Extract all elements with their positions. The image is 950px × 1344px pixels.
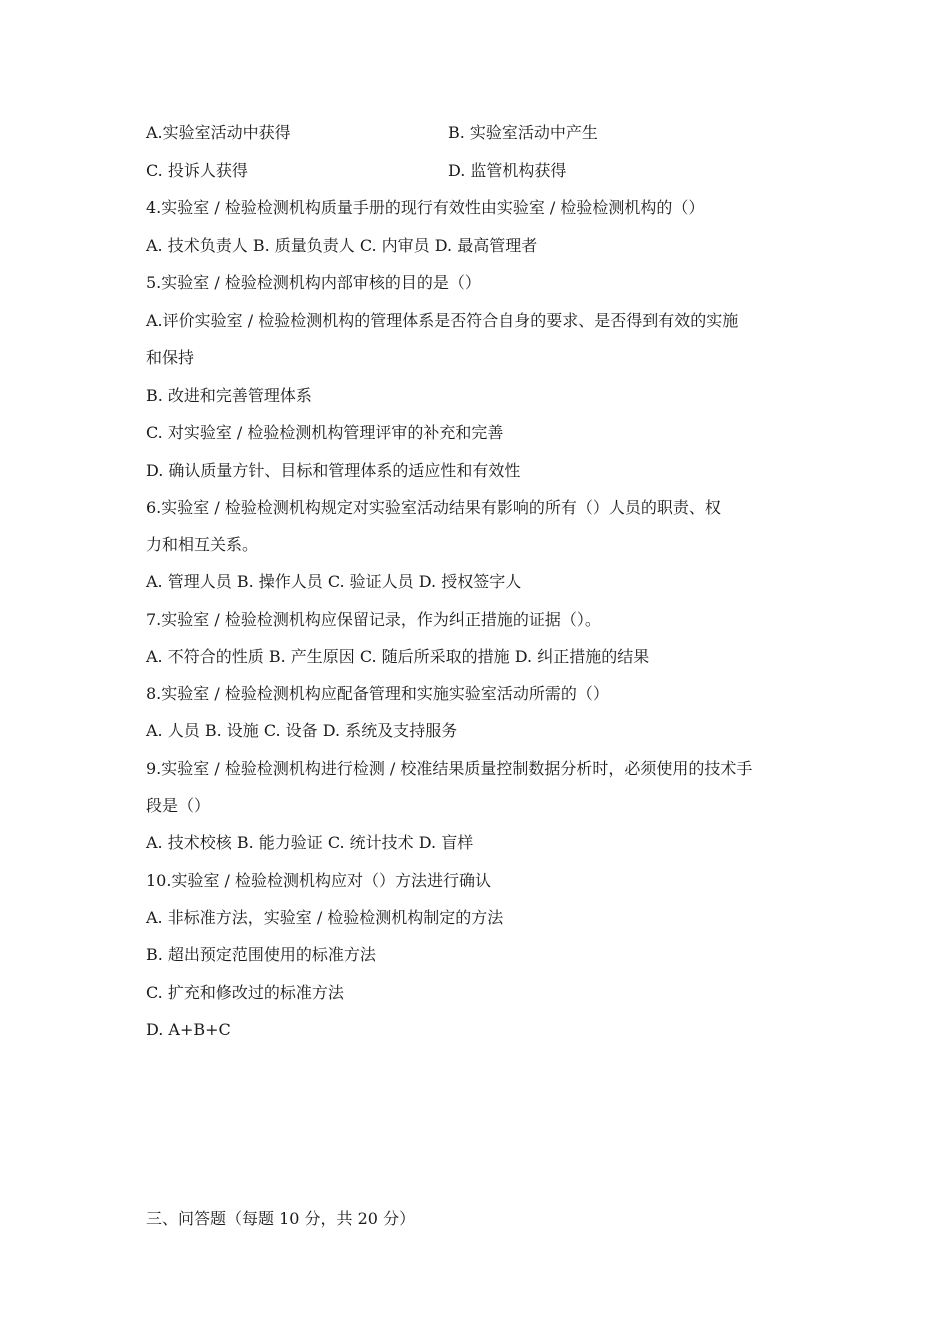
question-6-cont: 力和相互关系。 — [146, 535, 259, 554]
option-a-q5-cont: 和保持 — [146, 348, 195, 367]
option-b-q3: B. 实验室活动中产生 — [448, 123, 598, 142]
question-5: 5.实验室 / 检验检测机构内部审核的目的是（） — [146, 273, 481, 292]
options-q6: A. 管理人员 B. 操作人员 C. 验证人员 D. 授权签字人 — [146, 572, 522, 591]
option-d-q10: D. A+B+C — [146, 1020, 231, 1039]
option-c-q3: C. 投诉人获得 — [146, 161, 248, 180]
section-heading: 三、问答题（每题 10 分，共 20 分） — [146, 1209, 416, 1228]
option-a-q5: A.评价实验室 / 检验检测机构的管理体系是否符合自身的要求、是否得到有效的实施 — [146, 311, 739, 330]
options-q7: A. 不符合的性质 B. 产生原因 C. 随后所采取的措施 D. 纠正措施的结果 — [146, 647, 650, 666]
option-d-q3: D. 监管机构获得 — [448, 161, 567, 180]
question-9-cont: 段是（） — [146, 796, 211, 815]
options-q4: A. 技术负责人 B. 质量负责人 C. 内审员 D. 最高管理者 — [146, 236, 538, 255]
question-7: 7.实验室 / 检验检测机构应保留记录，作为纠正措施的证据（）。 — [146, 610, 601, 629]
question-6: 6.实验室 / 检验检测机构规定对实验室活动结果有影响的所有（）人员的职责、权 — [146, 498, 721, 517]
question-9: 9.实验室 / 检验检测机构进行检测 / 校准结果质量控制数据分析时，必须使用的技术手 — [146, 759, 753, 778]
option-a-q10: A. 非标准方法，实验室 / 检验检测机构制定的方法 — [146, 908, 504, 927]
option-c-q10: C. 扩充和修改过的标准方法 — [146, 983, 344, 1002]
question-10: 10.实验室 / 检验检测机构应对（）方法进行确认 — [146, 871, 492, 890]
option-a-q3: A.实验室活动中获得 — [146, 123, 291, 142]
question-8: 8.实验室 / 检验检测机构应配备管理和实施实验室活动所需的（） — [146, 684, 609, 703]
option-b-q5: B. 改进和完善管理体系 — [146, 386, 312, 405]
option-c-q5: C. 对实验室 / 检验检测机构管理评审的补充和完善 — [146, 423, 504, 442]
options-q9: A. 技术校核 B. 能力验证 C. 统计技术 D. 盲样 — [146, 833, 474, 852]
option-d-q5: D. 确认质量方针、目标和管理体系的适应性和有效性 — [146, 461, 521, 480]
options-q8: A. 人员 B. 设施 C. 设备 D. 系统及支持服务 — [146, 721, 458, 740]
option-b-q10: B. 超出预定范围使用的标准方法 — [146, 945, 376, 964]
question-4: 4.实验室 / 检验检测机构质量手册的现行有效性由实验室 / 检验检测机构的（） — [146, 198, 705, 217]
